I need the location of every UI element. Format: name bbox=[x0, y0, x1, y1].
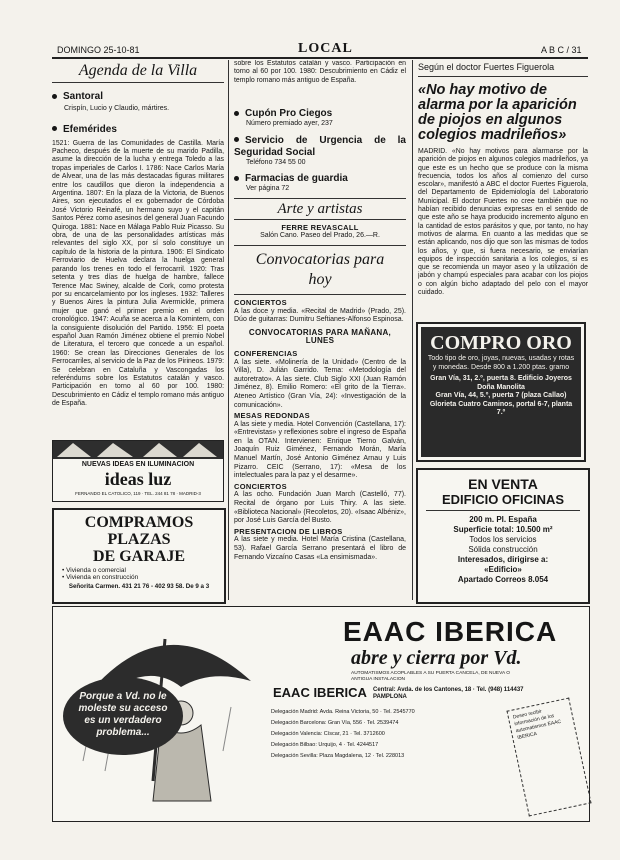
farmacias-heading bbox=[234, 173, 406, 185]
eaac-address-5: Delegación Sevilla: Plaza Magdalena, 12 · Tel. 228013 bbox=[271, 753, 405, 759]
efemerides-text: 1521: Guerra de las Comunidades de Castilla. María Pacheco, después de la muerte de su marido Padilla, asume la dirección de la lucha y entrega Toledo a las tropas imperiales de Carlos I. 1786: Nace Carlos María de Alvear, una de las más destacadas figuras militares entre los caudillos que dieron la independencia a Argentina. 1807: En la plaza de la Victoria, de Buenos Aires, son ejecutados el ex gobernador de Córdoba José Victorio Reinafé, un hermano suyo y el capitán Santos Pérez como asesinos del general Juan Facundo Quiroga. 1881: Nace en Málaga Pablo Ruiz Picasso. Su obra, de una de las personalidades artísticas más relevantes del siglo XX, por sí solo constituye un capítulo de la historia de la pintura. 1906: El Sindicato Ferroviario de Huelva declara la huelga general parando los trenes en todo el ferrocarril. 1920: Tras setenta y tres días de huelga de hambre, fallece Terence Mac Swiney, alcalde de Cork, como protesta por su encarcelamiento por los ingleses. 1932: Talleres y Buenos Aires la pintura Julia Avermickle, primera mujer que ganó el primer premio en el orden cronológico. 1947: Acuña se acerca a la Komintern, con la consiguiente disolución del Partido. 1956: El poeta español Juan Ramón Jiménez obtiene el premio Nobel de Literatura, el tercero que concede a un español. 1960: Se crean las Direcciones Generales de los Ferrocarriles, al servicio de la Paz de los Pirineos. 1979: Se celebran en Cataluña y Vascongadas los referéndums sobre los Estatutos catalán y vasco. Participación en torno al 60 por 100. 1980: Descubrimiento en Cádiz el templo romano más antiguo de España. bbox=[52, 139, 224, 408]
eaac-address-1: Delegación Madrid: Avda. Reina Victoria, 50 · Tel. 2545770 bbox=[271, 709, 415, 715]
garaje-title-3: DE GARAJE bbox=[92, 548, 185, 565]
coupon-text: Deseo recibir información de los automatismos EAAC IBERICA bbox=[512, 708, 562, 742]
venta-title-1: EN VENTA bbox=[468, 476, 538, 492]
venta-line-1: 200 m. Pl. España bbox=[469, 515, 537, 524]
bullet-icon bbox=[234, 111, 239, 116]
news-body: MADRID. «No hay motivos para alarmarse por la aparición de piojos en algunos colegios madrileños, ya que este es un hecho que se produce con la misma frecuencia, todos los años al comienzo del curso escolar», manifestó a ABC el doctor Fuertes Figuerola, del Departamento de Epidemiología del Laboratorio Municipal. El doctor Fuertes no cree también que no habían recibido denuncias expresas en el sentido de que este año se haya producido incremento alguno en la cantidad de estos parásitos y que, por tanto, no hay motivos de alarma. En cuanto a las medidas que se están aplicando, nos dijo que son las mismas de todos los años, y que, si fuera necesario, se enviarían equipos de inspección sanitaria a los colegios, si es que se recomienda un mayor aseo y la utilización de jabón y champú especiales para acabar con los piojos o con algún bicho adaptado del pelo con el mayor cuidado. bbox=[418, 148, 588, 297]
mesas-text: A las siete y media. Hotel Convención (Castellana, 17): «Entrevistas» y reflexiones sobre el ingreso de España en la OTAN. Intervienen: Enrique Tierno Galván, Joaquín Ruiz Giménez, Fernando Morán, María Manuel Martín, José Antonio Giménez Arnau y Luis Pizarro. CEIC (Serrano, 17): «Mesa de los intelectuales para la paz y el desarme». bbox=[234, 420, 406, 480]
compro-oro-ad bbox=[416, 322, 586, 462]
lamps-illustration-icon bbox=[53, 441, 223, 459]
urgencia-label: Servicio de Urgencia de la Seguridad Social bbox=[234, 134, 406, 158]
cupon-text: Número premiado ayer, 237 bbox=[246, 120, 333, 127]
eaac-addresses bbox=[271, 707, 511, 762]
compro-oro-panel bbox=[421, 327, 581, 457]
garaje-title-1: COMPRAMOS bbox=[84, 514, 194, 531]
efemerides-heading bbox=[52, 124, 224, 136]
bullet-icon bbox=[234, 176, 239, 181]
oro-address-3: Glorieta Cuatro Caminos, portal 6-7, planta 7.º bbox=[429, 400, 573, 416]
oro-address-2: Gran Vía, 44, 5.º, puerta 7 (plaza Callao) bbox=[435, 392, 567, 399]
mesas-label: MESAS REDONDAS bbox=[234, 411, 310, 421]
conferencias-text: A las siete. «Molinería de la Unidad» (Centro de la Villa), D. Julián Garrido. Tema: «Metodología del autoretrato». A las siete. Club Siglo XXI (Juan Ramón Jiménez, 8). Emilio Romero: «El grito de la Tierra». Ateneo Artístico (Gran Vía, 24): «Investigación de la comunicación». bbox=[234, 358, 406, 409]
eaac-ad bbox=[52, 606, 590, 822]
eaac-central: Central: Avda. de los Cantones, 18 · Tel. (948) 114437 PAMPLONA bbox=[373, 687, 524, 700]
cupon-label: Cupón Pro Ciegos bbox=[245, 108, 333, 119]
reply-coupon[interactable] bbox=[506, 698, 591, 817]
farmacias-text: Ver página 72 bbox=[246, 185, 290, 193]
eaac-address-4: Delegación Bilbao: Urquijo, 4 · Tel. 4244517 bbox=[271, 742, 379, 748]
conferencias-label: CONFERENCIAS bbox=[234, 348, 298, 358]
lamp-row bbox=[53, 441, 223, 459]
urgencia-text: Teléfono 734 55 00 bbox=[246, 158, 306, 166]
venta-line-2: Superficie total: 10.500 m² bbox=[453, 525, 553, 534]
santoral-label: Santoral bbox=[63, 91, 104, 102]
garaje-title-2: PLAZAS bbox=[107, 531, 171, 548]
conciertos-text: A las doce y media. «Recital de Madrid» (Prado, 25). Dúo de guitarras: Dumitru Seftianes-Alfonso Espinosa. bbox=[234, 307, 406, 324]
issue-date: DOMINGO 25-10-81 bbox=[57, 45, 140, 55]
news-headline: «No hay motivo de alarma por la aparición de piojos en algunos colegios madrileños» bbox=[418, 82, 577, 143]
bullet-icon bbox=[52, 94, 57, 99]
section-title: LOCAL bbox=[298, 41, 353, 56]
ideas-tagline: NUEVAS IDEAS EN ILUMINACION bbox=[81, 461, 195, 468]
venta-line-5: Interesados, dirigirse a: bbox=[457, 555, 549, 564]
agenda-title: Agenda de la Villa bbox=[52, 60, 224, 83]
convocatorias-title: Convocatorias para hoy bbox=[234, 245, 406, 295]
venta-line-6: «Edificio» bbox=[484, 565, 522, 574]
santoral-heading bbox=[52, 91, 224, 103]
gallery-text: Salón Cano. Paseo del Prado, 26.—R. bbox=[260, 232, 380, 240]
santoral-text: Crispín, Lucio y Claudio, mártires. bbox=[64, 105, 170, 112]
column-divider-1 bbox=[228, 60, 229, 600]
umbrella-message: Porque a Vd. no le moleste su acceso es un verdadero problema... bbox=[78, 691, 168, 738]
oro-address-1: Gran Vía, 31, 2.º, puerta 8. Edificio Joyeros Doña Manolita bbox=[430, 375, 572, 391]
gallery-name: FERRE REVASCALL bbox=[281, 222, 359, 232]
garaje-item-2: • Vivienda en construcción bbox=[62, 574, 139, 581]
garaje-ad bbox=[52, 508, 226, 604]
agenda-column bbox=[52, 60, 224, 440]
garaje-item-1: • Vivienda o comercial bbox=[62, 567, 126, 574]
eaac-slogan: abre y cierra por Vd. bbox=[351, 647, 522, 669]
ideas-address: FERNANDO EL CATOLICO, 119 · TEL. 244 81 78 · MADRID-3 bbox=[75, 491, 201, 496]
venta-ad bbox=[416, 468, 590, 604]
oro-text: Todo tipo de oro, joyas, nuevas, usadas y rotas y monedas. Desde 800 a 1.200 ptas. gramo bbox=[427, 355, 575, 371]
efemerides-label: Efemérides bbox=[63, 123, 117, 135]
presentacion-label: PRESENTACION DE LIBROS bbox=[234, 526, 343, 536]
venta-line-7: Apartado Correos 8.054 bbox=[457, 575, 549, 584]
eaac-brand-large: EAAC IBERICA bbox=[343, 616, 558, 647]
efemerides-continuation: sobre los Estatutos catalán y vasco. Participación en torno al 60 por 100. 1980: Descubrimiento en Cádiz el templo romano más antiguo de España. bbox=[234, 60, 406, 84]
eaac-address-3: Delegación Valencia: Císcar, 21 · Tel. 3712600 bbox=[271, 731, 385, 737]
farmacias-label: Farmacias de guardia bbox=[245, 173, 348, 185]
presentacion-text: A las siete y media. Hotel María Cristina (Castellana, 53). Rafael García Serrano presentará el libro de Fernando Vizcaíno Casas «La ensimismada». bbox=[234, 536, 406, 561]
bullet-icon bbox=[52, 126, 57, 131]
column-divider-2 bbox=[412, 60, 413, 600]
venta-line-4: Sólida construcción bbox=[468, 545, 538, 554]
urgencia-heading bbox=[234, 135, 406, 159]
venta-line-3: Todos los servicios bbox=[469, 535, 537, 544]
conciertos2-text: A las ocho. Fundación Juan March (Castelló, 77). Recital de órgano por Luis Thiry. A las siete. «Biblioteca Nacional» (Recoletos, 20). «Isaac Albéniz», por José Luis García del Busto. bbox=[234, 491, 406, 525]
venta-title-2: EDIFICIO OFICINAS bbox=[426, 492, 580, 511]
news-kicker: Según el doctor Fuertes Figuerola bbox=[418, 62, 588, 77]
cupon-heading bbox=[234, 108, 406, 120]
arte-title: Arte y artistas bbox=[234, 198, 406, 220]
manana-label: CONVOCATORIAS PARA MAÑANA, LUNES bbox=[248, 327, 392, 346]
conciertos-label: CONCIERTOS bbox=[234, 297, 287, 307]
header-rule bbox=[52, 57, 588, 59]
eaac-brand-small: EAAC IBERICA bbox=[273, 685, 367, 700]
conciertos2-label: CONCIERTOS bbox=[234, 481, 287, 491]
ideas-luz-ad bbox=[52, 440, 224, 502]
eaac-subtitle: AUTOMATISMOS ACOPLABLES A SU PUERTA CANCELA, DE NUEVA O ANTIGUA INSTALACION bbox=[351, 671, 510, 682]
news-column bbox=[418, 62, 588, 320]
garaje-contact: Señorita Carmen. 431 21 76 - 402 93 58. De 9 a 3 bbox=[68, 583, 210, 590]
ideas-brand: ideas luz bbox=[104, 469, 172, 489]
middle-column bbox=[234, 60, 406, 600]
page-number: A B C / 31 bbox=[541, 45, 582, 55]
oro-title: COMPRO ORO bbox=[430, 332, 572, 354]
eaac-address-2: Delegación Barcelona: Gran Vía, 556 · Tel. 2539474 bbox=[271, 720, 399, 726]
bullet-icon bbox=[234, 137, 239, 142]
